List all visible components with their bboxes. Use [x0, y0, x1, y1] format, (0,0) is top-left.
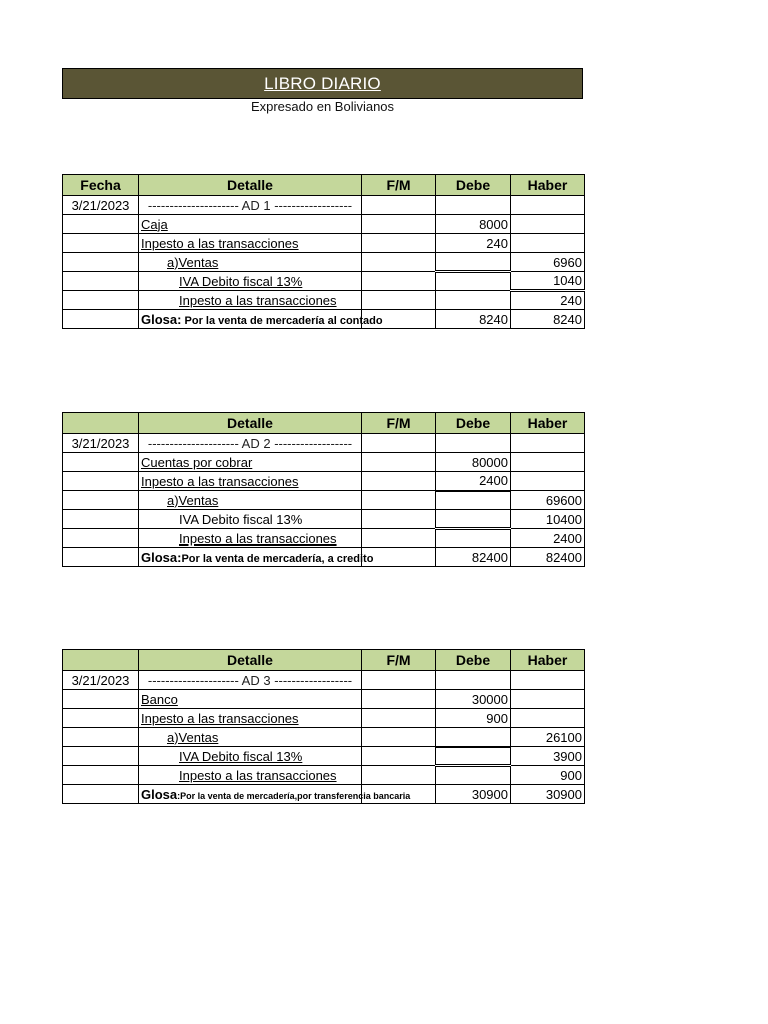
haber-cell[interactable]: 3900: [511, 747, 585, 766]
table-row: [63, 253, 585, 272]
table-row: [63, 766, 585, 785]
debe-cell[interactable]: 80000: [436, 453, 511, 472]
table-row: [63, 529, 585, 548]
col-header-debe: Debe: [436, 175, 511, 196]
debe-cell[interactable]: [436, 747, 511, 766]
fm-cell[interactable]: [362, 529, 436, 548]
journal-entry-table: [62, 174, 585, 329]
fm-cell[interactable]: [362, 234, 436, 253]
date-cell[interactable]: [63, 272, 139, 291]
col-header-fm: F/M: [362, 413, 436, 434]
debe-cell[interactable]: [436, 510, 511, 529]
fm-cell[interactable]: [362, 291, 436, 310]
haber-cell[interactable]: [511, 453, 585, 472]
fm-cell[interactable]: [362, 671, 436, 690]
debe-cell[interactable]: [436, 291, 511, 310]
col-header-haber: Haber: [511, 650, 585, 671]
debe-cell[interactable]: [436, 529, 511, 548]
date-cell[interactable]: 3/21/2023: [63, 671, 139, 690]
debe-cell[interactable]: 2400: [436, 472, 511, 491]
haber-cell[interactable]: 6960: [511, 253, 585, 272]
date-cell[interactable]: [63, 766, 139, 785]
entry-heading-cell[interactable]: --------------------- AD 1 ------------------: [139, 196, 362, 215]
table-row: [63, 215, 585, 234]
haber-cell[interactable]: 2400: [511, 529, 585, 548]
glosa-row: [63, 785, 585, 804]
date-cell[interactable]: 3/21/2023: [63, 434, 139, 453]
detalle-cell[interactable]: Inpesto a las transacciones: [139, 291, 362, 310]
page-title: LIBRO DIARIO: [264, 73, 381, 93]
detalle-cell[interactable]: Inpesto a las transacciones: [139, 234, 362, 253]
date-cell[interactable]: [63, 215, 139, 234]
table-row: [63, 434, 585, 453]
col-header-fecha-empty: [63, 650, 139, 671]
detalle-cell[interactable]: IVA Debito fiscal 13%: [139, 747, 362, 766]
glosa-text: Por la venta de mercadería al contado: [181, 314, 383, 327]
detalle-cell[interactable]: IVA Debito fiscal 13%: [139, 510, 362, 529]
glosa-cell[interactable]: [139, 785, 411, 804]
total-debe-cell[interactable]: 8240: [436, 310, 511, 329]
col-header-debe: Debe: [436, 650, 511, 671]
detalle-cell[interactable]: IVA Debito fiscal 13%: [139, 272, 362, 291]
date-cell[interactable]: [63, 709, 139, 728]
haber-cell[interactable]: 900: [511, 766, 585, 785]
journal-entry-table: [62, 412, 585, 567]
date-cell[interactable]: [63, 548, 139, 567]
table-row: [63, 690, 585, 709]
haber-cell[interactable]: 26100: [511, 728, 585, 747]
debe-cell[interactable]: [436, 728, 511, 747]
glosa-cell[interactable]: [139, 310, 383, 329]
detalle-cell[interactable]: Inpesto a las transacciones: [139, 709, 362, 728]
col-header-detalle: Detalle: [139, 175, 362, 196]
page-subtitle: Expresado en Bolivianos: [250, 99, 395, 114]
debe-cell[interactable]: [436, 671, 511, 690]
haber-cell[interactable]: 1040: [511, 272, 585, 291]
total-haber-cell[interactable]: 30900: [511, 785, 585, 804]
total-debe-cell[interactable]: 82400: [436, 548, 511, 567]
glosa-row: [63, 548, 585, 567]
date-cell[interactable]: [63, 747, 139, 766]
table-row: [63, 453, 585, 472]
table-row: [63, 196, 585, 215]
haber-cell[interactable]: 69600: [511, 491, 585, 510]
fm-cell[interactable]: [362, 491, 436, 510]
haber-cell[interactable]: [511, 472, 585, 491]
table-row: [63, 234, 585, 253]
table-row: [63, 472, 585, 491]
fm-cell[interactable]: [362, 272, 436, 291]
entry-heading-cell[interactable]: --------------------- AD 2 ------------------: [139, 434, 362, 453]
detalle-cell[interactable]: a)Ventas: [139, 491, 362, 510]
glosa-label: Glosa:: [141, 311, 182, 327]
fm-cell[interactable]: [362, 690, 436, 709]
date-cell[interactable]: [63, 310, 139, 329]
date-cell[interactable]: [63, 529, 139, 548]
detalle-cell[interactable]: a)Ventas: [139, 253, 362, 272]
total-debe-cell[interactable]: 30900: [436, 785, 511, 804]
header-row: [63, 175, 585, 196]
fm-cell[interactable]: [362, 453, 436, 472]
debe-cell[interactable]: [436, 491, 511, 510]
date-cell[interactable]: [63, 785, 139, 804]
glosa-label: Glosa:: [141, 549, 182, 565]
date-cell[interactable]: [63, 453, 139, 472]
fm-cell[interactable]: [362, 434, 436, 453]
total-haber-cell[interactable]: 8240: [511, 310, 585, 329]
glosa-cell[interactable]: [139, 548, 374, 567]
fm-cell[interactable]: [362, 766, 436, 785]
table-row: [63, 272, 585, 291]
detalle-cell[interactable]: Caja: [139, 215, 362, 234]
detalle-cell[interactable]: Inpesto a las transacciones: [139, 766, 362, 785]
glosa-text: :Por la venta de mercadería,por transferencia bancaria: [177, 790, 411, 801]
haber-cell[interactable]: [511, 434, 585, 453]
haber-cell[interactable]: [511, 671, 585, 690]
col-header-fecha-empty: [63, 413, 139, 434]
haber-cell[interactable]: [511, 215, 585, 234]
fm-cell[interactable]: [362, 709, 436, 728]
col-header-haber: Haber: [511, 175, 585, 196]
detalle-cell[interactable]: Banco: [139, 690, 362, 709]
table-row: [63, 728, 585, 747]
date-cell[interactable]: [63, 234, 139, 253]
table-row: [63, 709, 585, 728]
date-cell[interactable]: [63, 510, 139, 529]
detalle-cell[interactable]: Cuentas por cobrar: [139, 453, 362, 472]
haber-cell[interactable]: 10400: [511, 510, 585, 529]
debe-cell[interactable]: [436, 434, 511, 453]
header-row: [63, 413, 585, 434]
table-row: [63, 510, 585, 529]
debe-cell[interactable]: 900: [436, 709, 511, 728]
col-header-detalle: Detalle: [139, 413, 362, 434]
fm-cell[interactable]: [362, 196, 436, 215]
detalle-cell[interactable]: Inpesto a las transacciones: [139, 529, 362, 548]
haber-cell[interactable]: [511, 234, 585, 253]
fm-cell[interactable]: [362, 215, 436, 234]
debe-cell[interactable]: [436, 272, 511, 291]
fm-cell[interactable]: [362, 510, 436, 529]
debe-cell[interactable]: 240: [436, 234, 511, 253]
debe-cell[interactable]: 30000: [436, 690, 511, 709]
fm-cell[interactable]: [362, 747, 436, 766]
haber-cell[interactable]: [511, 709, 585, 728]
table-row: [63, 291, 585, 310]
header-row: [63, 650, 585, 671]
col-header-detalle: Detalle: [139, 650, 362, 671]
col-header-fecha: Fecha: [63, 175, 139, 196]
fm-cell[interactable]: [362, 253, 436, 272]
journal-entry-table: [62, 649, 585, 804]
detalle-cell[interactable]: Inpesto a las transacciones: [139, 472, 362, 491]
table-row: [63, 671, 585, 690]
col-header-debe: Debe: [436, 413, 511, 434]
detalle-cell[interactable]: a)Ventas: [139, 728, 362, 747]
haber-cell[interactable]: [511, 196, 585, 215]
debe-cell[interactable]: 8000: [436, 215, 511, 234]
total-haber-cell[interactable]: 82400: [511, 548, 585, 567]
date-cell[interactable]: [63, 472, 139, 491]
table-row: [63, 747, 585, 766]
debe-cell[interactable]: [436, 253, 511, 272]
glosa-text: Por la venta de mercadería, a credito: [181, 552, 374, 565]
fm-cell[interactable]: [362, 728, 436, 747]
haber-cell[interactable]: 240: [511, 291, 585, 310]
fm-cell[interactable]: [362, 472, 436, 491]
debe-cell[interactable]: [436, 196, 511, 215]
date-cell[interactable]: 3/21/2023: [63, 196, 139, 215]
col-header-fm: F/M: [362, 175, 436, 196]
table-row: [63, 491, 585, 510]
debe-cell[interactable]: [436, 766, 511, 785]
date-cell[interactable]: [63, 291, 139, 310]
glosa-row: [63, 310, 585, 329]
glosa-label: Glosa: [141, 786, 178, 802]
date-cell[interactable]: [63, 253, 139, 272]
col-header-fm: F/M: [362, 650, 436, 671]
haber-cell[interactable]: [511, 690, 585, 709]
title-banner: [62, 68, 583, 99]
date-cell[interactable]: [63, 728, 139, 747]
date-cell[interactable]: [63, 491, 139, 510]
entry-heading-cell[interactable]: --------------------- AD 3 ------------------: [139, 671, 362, 690]
col-header-haber: Haber: [511, 413, 585, 434]
date-cell[interactable]: [63, 690, 139, 709]
